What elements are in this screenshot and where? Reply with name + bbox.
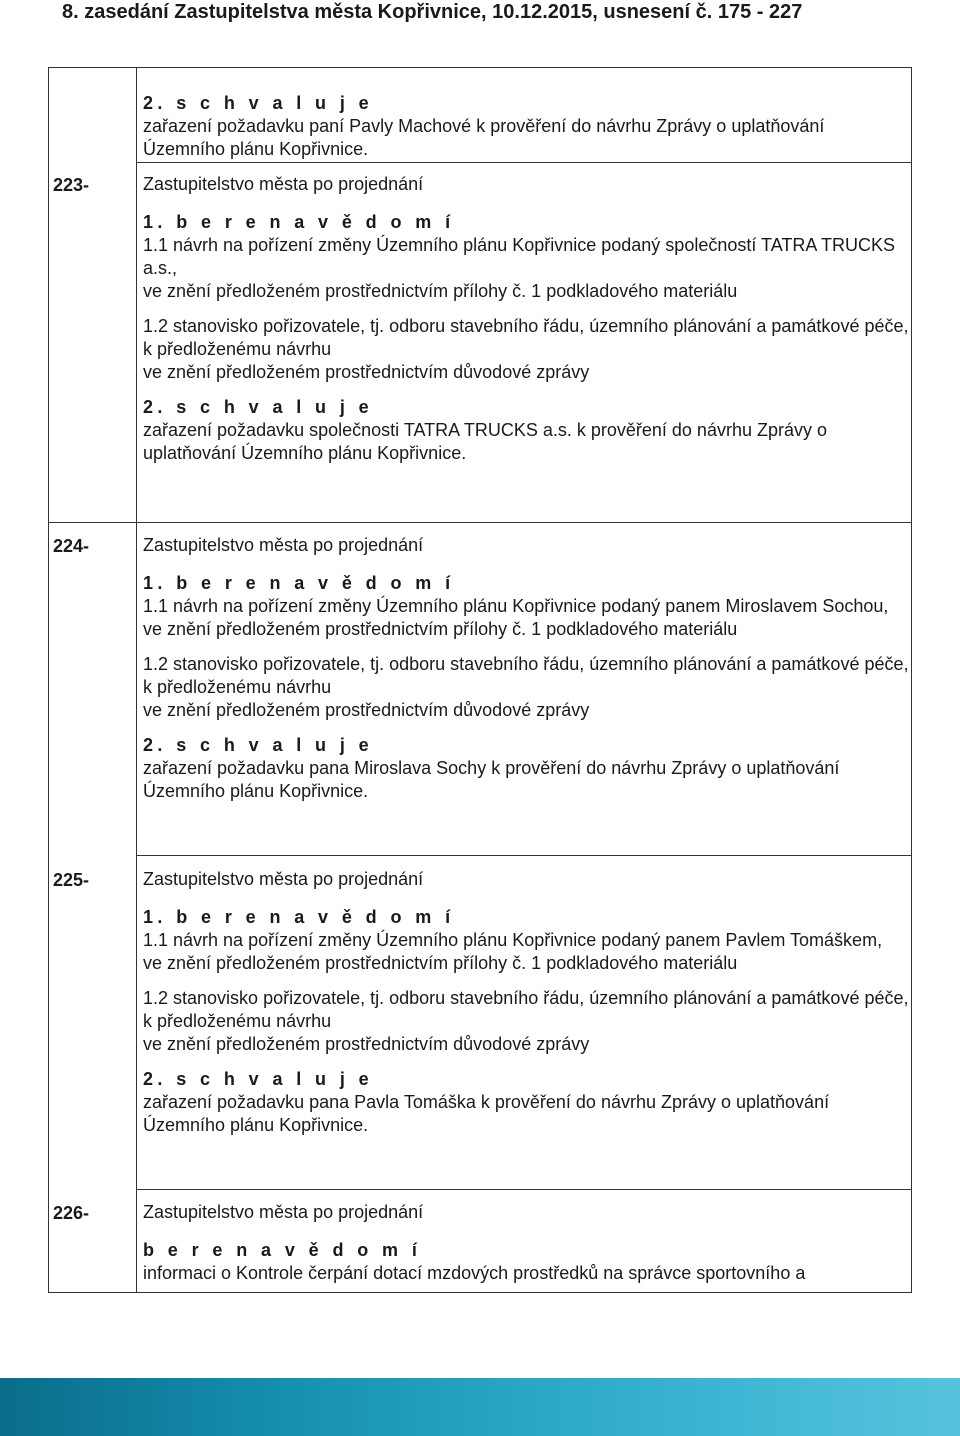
priloha-text: ve znění předloženém prostřednictvím přílohy č. 1 podkladového materiálu xyxy=(143,281,738,301)
bere-heading: b e r e n a v ě d o m í xyxy=(143,1240,422,1260)
page-title: 8. zasedání Zastupitelstva města Kopřivnice, 10.12.2015, usnesení č. 175 - 227 xyxy=(62,1,803,23)
row-separator xyxy=(136,1189,911,1190)
resolution-223 xyxy=(143,173,909,465)
stanovisko-text: 1.2 stanovisko pořizovatele, tj. odboru stavebního řádu, územního plánování a památkové péče, k předloženému návrhu xyxy=(143,316,909,359)
navrh-text: 1.1 návrh na pořízení změny Územního plánu Kopřivnice podaný panem Miroslavem Sochou, xyxy=(143,596,889,616)
stanovisko-text: 1.2 stanovisko pořizovatele, tj. odboru stavebního řádu, územního plánování a památkové péče, k předloženému návrhu xyxy=(143,988,909,1031)
bere-heading: 1. b e r e n a v ě d o m í xyxy=(143,573,455,593)
schvaluje-text: zařazení požadavku paní Pavly Machové k prověření do návrhu Zprávy o uplatňování Územního plánu Kopřivnice. xyxy=(143,116,825,159)
footer-band xyxy=(0,1378,960,1436)
resolution-number: 224- xyxy=(53,536,90,556)
informace-text: informaci o Kontrole čerpání dotací mzdových prostředků na správce sportovního a xyxy=(143,1263,806,1283)
resolution-225 xyxy=(143,868,909,1137)
resolution-number: 223- xyxy=(53,175,90,195)
bere-heading: 1. b e r e n a v ě d o m í xyxy=(143,212,455,232)
row-separator xyxy=(136,855,911,856)
resolution-intro: Zastupitelstvo města po projednání xyxy=(143,174,424,194)
schvaluje-text: zařazení požadavku pana Pavla Tomáška k prověření do návrhu Zprávy o uplatňování Územního plánu Kopřivnice. xyxy=(143,1092,830,1135)
resolution-number: 225- xyxy=(53,870,90,890)
priloha-text: ve znění předloženém prostřednictvím přílohy č. 1 podkladového materiálu xyxy=(143,953,738,973)
resolutions-table xyxy=(48,67,912,1293)
schvaluje-heading: 2. s c h v a l u j e xyxy=(143,397,374,417)
navrh-text: 1.1 návrh na pořízení změny Územního plánu Kopřivnice podaný panem Pavlem Tomáškem, xyxy=(143,930,883,950)
resolution-intro: Zastupitelstvo města po projednání xyxy=(143,1202,424,1222)
resolution-224 xyxy=(143,534,909,803)
bere-heading: 1. b e r e n a v ě d o m í xyxy=(143,907,455,927)
schvaluje-text: zařazení požadavku společnosti TATRA TRUCKS a.s. k prověření do návrhu Zprávy o uplatňování Územního plánu Kopřivnice. xyxy=(143,420,827,463)
duvodova-text: ve znění předloženém prostřednictvím důvodové zprávy xyxy=(143,700,590,720)
column-divider xyxy=(136,68,137,1292)
schvaluje-text: zařazení požadavku pana Miroslava Sochy k prověření do návrhu Zprávy o uplatňování Územního plánu Kopřivnice. xyxy=(143,758,840,801)
stanovisko-text: 1.2 stanovisko pořizovatele, tj. odboru stavebního řádu, územního plánování a památkové péče, k předloženému návrhu xyxy=(143,654,909,697)
resolution-226 xyxy=(143,1201,909,1285)
duvodova-text: ve znění předloženém prostřednictvím důvodové zprávy xyxy=(143,362,590,382)
schvaluje-heading: 2. s c h v a l u j e xyxy=(143,735,374,755)
row-separator xyxy=(136,162,911,163)
resolution-intro: Zastupitelstvo města po projednání xyxy=(143,869,424,889)
resolution-intro: Zastupitelstvo města po projednání xyxy=(143,535,424,555)
prev-resolution-continuation xyxy=(143,92,909,161)
schvaluje-heading: 2. s c h v a l u j e xyxy=(143,1069,374,1089)
schvaluje-heading: 2. s c h v a l u j e xyxy=(143,93,374,113)
navrh-text: 1.1 návrh na pořízení změny Územního plánu Kopřivnice podaný společností TATRA TRUCKS a.s., xyxy=(143,235,896,278)
priloha-text: ve znění předloženém prostřednictvím přílohy č. 1 podkladového materiálu xyxy=(143,619,738,639)
row-separator xyxy=(49,522,911,523)
resolution-number: 226- xyxy=(53,1203,90,1223)
duvodova-text: ve znění předloženém prostřednictvím důvodové zprávy xyxy=(143,1034,590,1054)
